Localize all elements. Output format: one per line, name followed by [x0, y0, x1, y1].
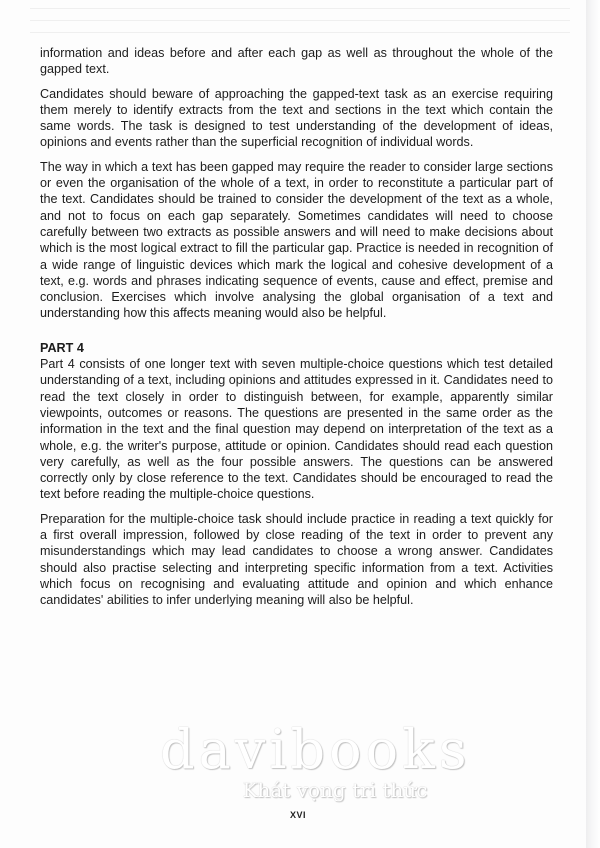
paragraph: information and ideas before and after each gap as well as throughout the whole of the gapped text.: [40, 46, 553, 77]
page-body: [40, 45, 553, 617]
watermark-tagline: Khát vọng tri thức: [242, 778, 428, 802]
paragraph: Candidates should beware of approaching the gapped-text task as an exercise requiring them merely to identify extracts from the text and sections in the text which contain the same words. The task is designed to test understanding of the development of ideas, opinions and events rather than the superficial recognition of individual words.: [40, 86, 553, 150]
paragraph: Part 4 consists of one longer text with seven multiple-choice questions which test detailed understanding of a text, including opinions and attitudes expressed in it. Candidates need to read the text closely in order to distinguish between, for example, apparently similar viewpoints, outcomes or reasons. The questions are presented in the same order as the information in the text and the final question may depend on interpretation of the text as a whole, e.g. the writer's purpose, attitude or opinion. Candidates should read each question very carefully, as well as the four possible answers. The questions can be answered correctly only by close reference to the text. Candidates should be encouraged to read the text before reading the multiple-choice questions.: [40, 357, 553, 502]
paragraph: The way in which a text has been gapped may require the reader to consider large sections or even the organisation of the whole of a text, in order to reconstitute a particular part of the text. Candidates should be trained to consider the development of the text as a whole, and not to focus on each gap separately. Sometimes candidates will need to choose carefully between two extracts as possible answers and will need to make decisions about which is the most logical extract to fill the particular gap. Practice is needed in recognition of a wide range of linguistic devices which mark the logical and cohesive development of a text, e.g. words and phrases indicating sequence of events, cause and effect, premise and conclusion. Exercises which involve analysing the global organisation of a text and understanding how this affects meaning would also be helpful.: [40, 159, 553, 321]
paragraph: Preparation for the multiple-choice task should include practice in reading a text quickly for a first overall impression, followed by close reading of the text in order to prevent any misunderstandings which may lead candidates to choose a wrong answer. Candidates should also practise selecting and interpreting specific information from a text. Activities which focus on recognising and evaluating attitude and opinion and which enhance candidates' abilities to infer underlying meaning will also be helpful.: [40, 511, 553, 608]
page-number: XVI: [290, 810, 307, 820]
section-heading-part-4: PART 4: [40, 340, 84, 355]
page-edge-shadow: [586, 0, 600, 848]
publisher-watermark: [160, 718, 471, 802]
watermark-logo: davibooks: [160, 718, 471, 781]
show-through-bleed: [30, 8, 570, 38]
